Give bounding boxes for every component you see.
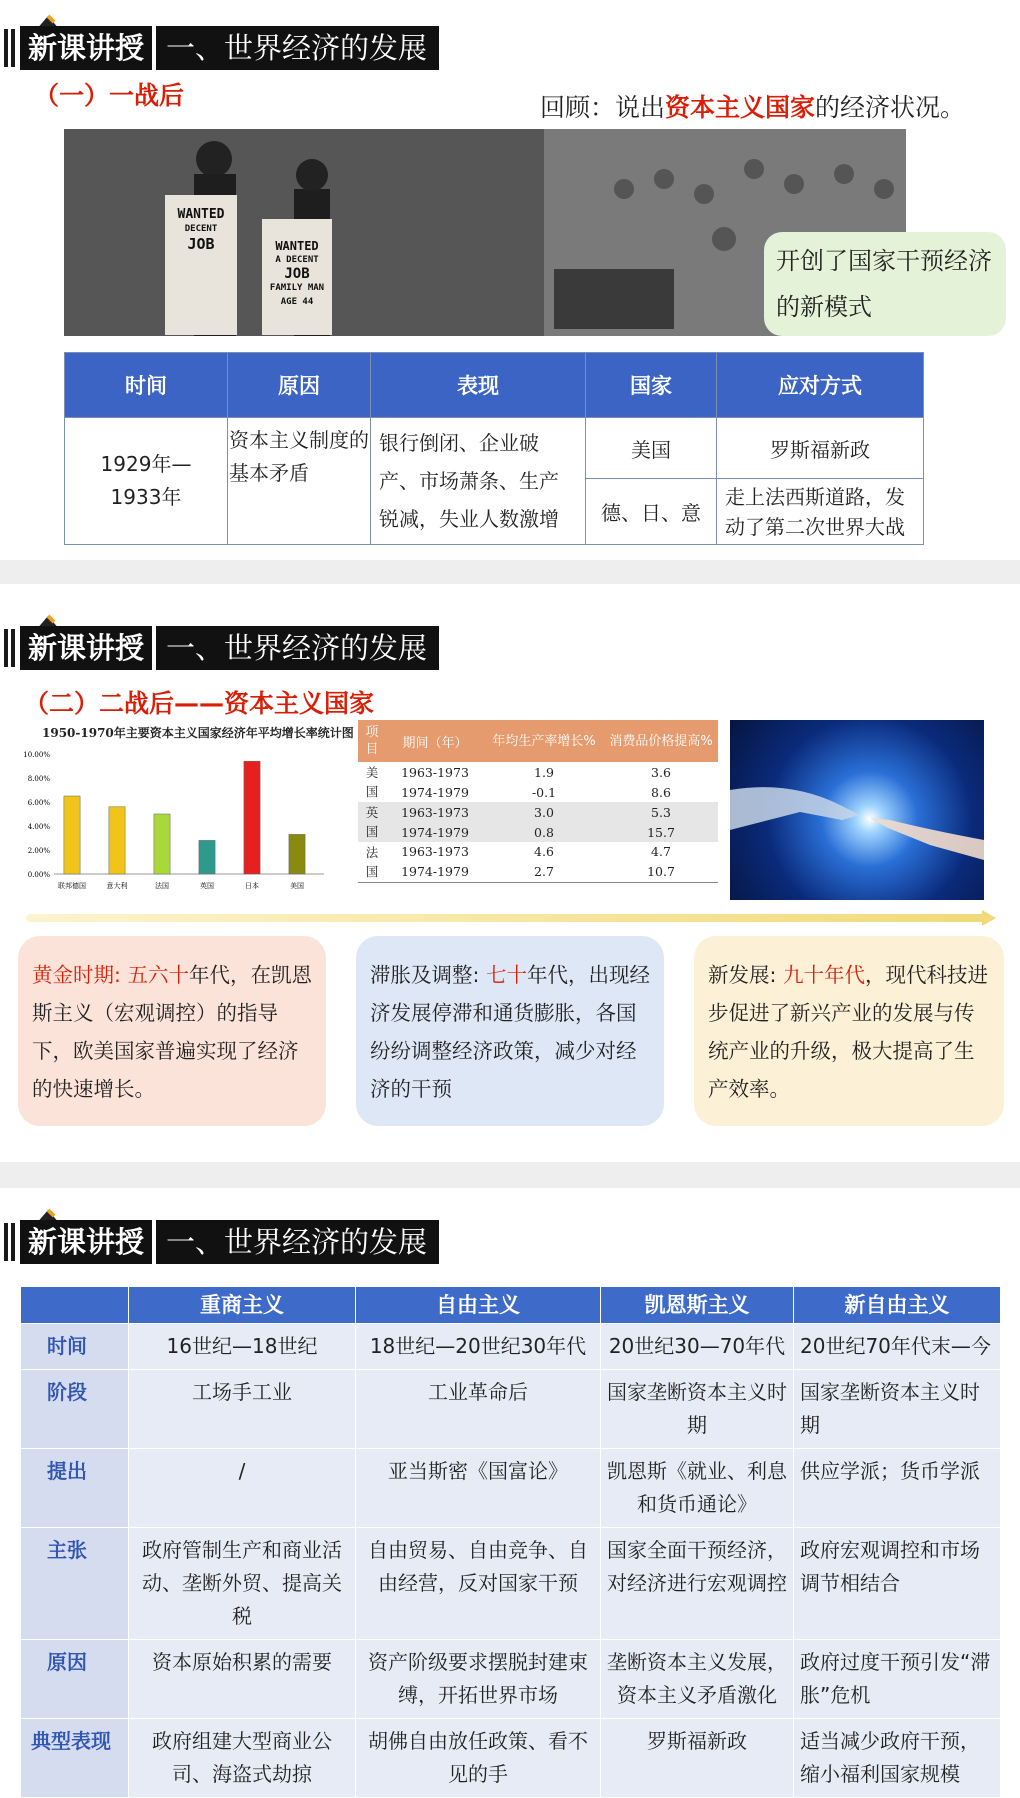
review-highlight: 资本主义国家 <box>665 93 816 122</box>
y-tick-label: 6.00% <box>27 799 50 807</box>
rate-price: 8.6 <box>651 784 671 800</box>
table-header-row <box>65 353 924 418</box>
card-golden-age <box>18 936 326 1126</box>
table-cell: 罗斯福新政 <box>601 1719 794 1798</box>
table-row <box>21 1324 1001 1370</box>
chart-title: 1950-1970年主要资本主义国家经济年平均增长率统计图 <box>42 726 354 740</box>
card-highlight: 九十年代 <box>782 963 865 987</box>
table-header: 原因 <box>228 353 371 418</box>
photo-sign-2 <box>264 239 330 309</box>
rate-table-header <box>358 720 718 762</box>
rate-period: 1974-1979 <box>401 864 469 880</box>
table-header: 重商主义 <box>129 1287 356 1324</box>
rate-country: 美国 <box>365 765 379 799</box>
card-label: 滞胀及调整: <box>370 963 480 987</box>
row-label: 时间 <box>21 1324 129 1370</box>
x-tick-label: 意大利 <box>106 882 128 890</box>
chart-bar <box>244 761 260 874</box>
rate-header: 消费品价格提高% <box>609 733 713 749</box>
table-row <box>21 1528 1001 1640</box>
row-label: 主张 <box>21 1528 129 1640</box>
table-header: 时间 <box>65 353 228 418</box>
chart-svg <box>14 744 334 904</box>
table-header: 应对方式 <box>717 353 924 418</box>
table-cell: 国家全面干预经济，对经济进行宏观调控 <box>601 1528 794 1640</box>
y-tick-label: 2.00% <box>27 847 50 855</box>
table-row <box>358 762 718 782</box>
x-tick-label: 日本 <box>245 882 259 890</box>
table-header: 国家 <box>586 353 717 418</box>
chart-bar <box>64 796 80 874</box>
section-header <box>0 1220 439 1264</box>
sign2-line: FAMILY MAN <box>269 283 325 293</box>
table-cell: 政府过度干预引发“滞胀”危机 <box>794 1640 1001 1719</box>
table-cell: 国家垄断资本主义时期 <box>601 1370 794 1449</box>
table-header-row <box>21 1287 1001 1324</box>
table-cell: 垄断资本主义发展，资本主义矛盾激化 <box>601 1640 794 1719</box>
rate-price: 10.7 <box>647 864 675 880</box>
table-header: 新自由主义 <box>794 1287 1001 1324</box>
rate-price: 5.3 <box>651 804 671 820</box>
cell-performance: 银行倒闭、企业破产、市场萧条、生产锐减，失业人数激增 <box>371 418 586 545</box>
chart-bar <box>109 807 125 874</box>
photo-sign-1 <box>168 207 234 252</box>
table-cell: 胡佛自由放任政策、看不见的手 <box>356 1719 601 1798</box>
rate-table-wrap <box>358 720 718 896</box>
table-cell: 工业革命后 <box>356 1370 601 1449</box>
rate-header: 年均生产率增长% <box>492 733 596 749</box>
rate-period: 1963-1973 <box>401 844 469 860</box>
table-row <box>21 1370 1001 1449</box>
row-label: 阶段 <box>21 1370 129 1449</box>
subtitle: （一）一战后 <box>34 81 185 110</box>
table-cell: 国家垄断资本主义时期 <box>794 1370 1001 1449</box>
slide-3 <box>0 1188 1020 1794</box>
rate-price: 3.6 <box>651 764 671 780</box>
rate-price: 4.7 <box>651 844 671 860</box>
card-highlight: 七十 <box>485 963 527 987</box>
table-cell: 政府宏观调控和市场调节相结合 <box>794 1528 1001 1640</box>
section-header <box>0 626 439 670</box>
sign1-line: WANTED <box>177 207 225 222</box>
review-suffix: 的经济状况。 <box>815 93 966 122</box>
callout-box: 开创了国家干预经济的新模式 <box>764 232 1006 336</box>
slide-1 <box>0 0 1020 560</box>
subtitle: （二）二战后——资本主义国家 <box>24 689 375 718</box>
table-cell: 20世纪70年代末—今 <box>794 1324 1001 1370</box>
table-row <box>358 822 718 842</box>
table-cell: 资产阶级要求摆脱封建束缚，开拓世界市场 <box>356 1640 601 1719</box>
table-cell: 适当减少政府干预，缩小福利国家规模 <box>794 1719 1001 1798</box>
card-text: 年代，在凯恩斯主义（宏观调控）的指导下，欧美国家普遍实现了经济的快速增长。 <box>32 963 312 1101</box>
rate-growth: 2.7 <box>534 864 554 880</box>
tech-hands-image <box>730 720 984 900</box>
x-tick-label: 英国 <box>200 882 214 890</box>
rate-growth: 4.6 <box>534 844 554 860</box>
timeline-arrow <box>26 914 986 922</box>
sign2-line: JOB <box>284 266 310 282</box>
card-highlight: 五六十 <box>127 963 189 987</box>
card-text: 年代，出现经济发展停滞和通货膨胀，各国纷纷调整经济政策，减少对经济的干预 <box>370 963 650 1101</box>
rate-period: 1963-1973 <box>401 764 469 780</box>
rate-country: 英国 <box>365 805 379 839</box>
header-bars <box>4 629 20 667</box>
hands-silhouette <box>730 720 984 900</box>
table-row <box>358 802 718 822</box>
table-row <box>358 862 718 883</box>
y-tick-label: 4.00% <box>27 823 50 831</box>
table-cell: 18世纪—20世纪30年代 <box>356 1324 601 1370</box>
x-tick-label: 联邦德国 <box>58 882 86 890</box>
review-question <box>540 88 965 124</box>
rate-period: 1974-1979 <box>401 824 469 840</box>
cell-cause: 资本主义制度的基本矛盾 <box>228 418 371 545</box>
table-cell: / <box>129 1449 356 1528</box>
rate-period: 1974-1979 <box>401 784 469 800</box>
table-cell: 凯恩斯《就业、利息和货币通论》 <box>601 1449 794 1528</box>
table-row <box>21 1719 1001 1798</box>
table-cell: 工场手工业 <box>129 1370 356 1449</box>
cell-country: 美国 <box>586 418 717 479</box>
table-cell: 20世纪30—70年代 <box>601 1324 794 1370</box>
cell-country: 德、日、意 <box>586 479 717 545</box>
rate-header: 项目 <box>365 725 379 757</box>
y-tick-label: 10.00% <box>23 751 50 759</box>
sign2-line: WANTED <box>275 239 319 253</box>
table-header <box>21 1287 129 1324</box>
table-row <box>65 418 924 479</box>
table-cell: 供应学派；货币学派 <box>794 1449 1001 1528</box>
table-cell: 亚当斯密《国富论》 <box>356 1449 601 1528</box>
sign2-line: AGE 44 <box>280 297 314 307</box>
table-cell: 16世纪—18世纪 <box>129 1324 356 1370</box>
cell-response: 罗斯福新政 <box>717 418 924 479</box>
table-cell: 资本原始积累的需要 <box>129 1640 356 1719</box>
cell-time: 1929年—1933年 <box>65 418 228 545</box>
slide-2 <box>0 584 1020 1162</box>
table-cell: 自由贸易、自由竞争、自由经营，反对国家干预 <box>356 1528 601 1640</box>
theory-table <box>20 1286 1001 1798</box>
growth-chart <box>14 724 354 904</box>
x-tick-label: 法国 <box>155 882 169 890</box>
sign2-line: A DECENT <box>275 255 319 265</box>
table-cell: 政府组建大型商业公司、海盗式劫掠 <box>129 1719 356 1798</box>
x-tick-label: 美国 <box>290 882 304 890</box>
slide-gap <box>0 1162 1020 1188</box>
chart-bar <box>289 834 305 874</box>
crisis-table <box>64 352 924 545</box>
cell-response: 走上法西斯道路，发动了第二次世界大战 <box>717 479 924 545</box>
table-header: 自由主义 <box>356 1287 601 1324</box>
sign1-line: JOB <box>187 235 215 253</box>
rate-growth: -0.1 <box>531 784 557 800</box>
row-label: 提出 <box>21 1449 129 1528</box>
rate-price: 15.7 <box>647 824 675 840</box>
review-prefix: 回顾：说出 <box>540 93 666 122</box>
rate-period: 1963-1973 <box>401 804 469 820</box>
timeline-arrow-head <box>982 910 996 926</box>
y-tick-label: 8.00% <box>27 775 50 783</box>
rate-growth: 1.9 <box>534 764 554 780</box>
table-header: 凯恩斯主义 <box>601 1287 794 1324</box>
table-row <box>21 1449 1001 1528</box>
y-tick-label: 0.00% <box>27 871 50 879</box>
row-label: 原因 <box>21 1640 129 1719</box>
table-row <box>21 1640 1001 1719</box>
rate-country: 法国 <box>365 845 379 879</box>
sign1-line: DECENT <box>184 224 218 234</box>
table-header: 表现 <box>371 353 586 418</box>
rate-growth: 3.0 <box>534 804 554 820</box>
rate-header: 期间（年） <box>402 735 468 751</box>
rate-growth: 0.8 <box>534 824 554 840</box>
card-new-development <box>694 936 1004 1126</box>
card-label: 新发展: <box>708 963 777 987</box>
table-cell: 政府管制生产和商业活动、垄断外贸、提高关税 <box>129 1528 356 1640</box>
lesson-label: 新课讲授 <box>20 626 152 670</box>
rate-table <box>358 720 718 883</box>
lesson-label: 新课讲授 <box>20 26 152 70</box>
table-row <box>358 842 718 862</box>
header-bars <box>4 29 20 67</box>
card-label: 黄金时期: <box>32 963 121 987</box>
topic-label: 一、世界经济的发展 <box>156 626 439 670</box>
section-header <box>0 26 439 70</box>
topic-label: 一、世界经济的发展 <box>156 26 439 70</box>
chart-bar <box>154 814 170 874</box>
topic-label: 一、世界经济的发展 <box>156 1220 439 1264</box>
lesson-label: 新课讲授 <box>20 1220 152 1264</box>
header-bars <box>4 1223 20 1261</box>
card-text: ，现代科技进步促进了新兴产业的发展与传统产业的升级，极大提高了生产效率。 <box>708 963 988 1101</box>
table-row <box>358 782 718 802</box>
chart-bar <box>199 840 215 874</box>
slide-gap <box>0 560 1020 584</box>
row-label: 典型表现 <box>21 1719 129 1798</box>
card-stagflation <box>356 936 664 1126</box>
